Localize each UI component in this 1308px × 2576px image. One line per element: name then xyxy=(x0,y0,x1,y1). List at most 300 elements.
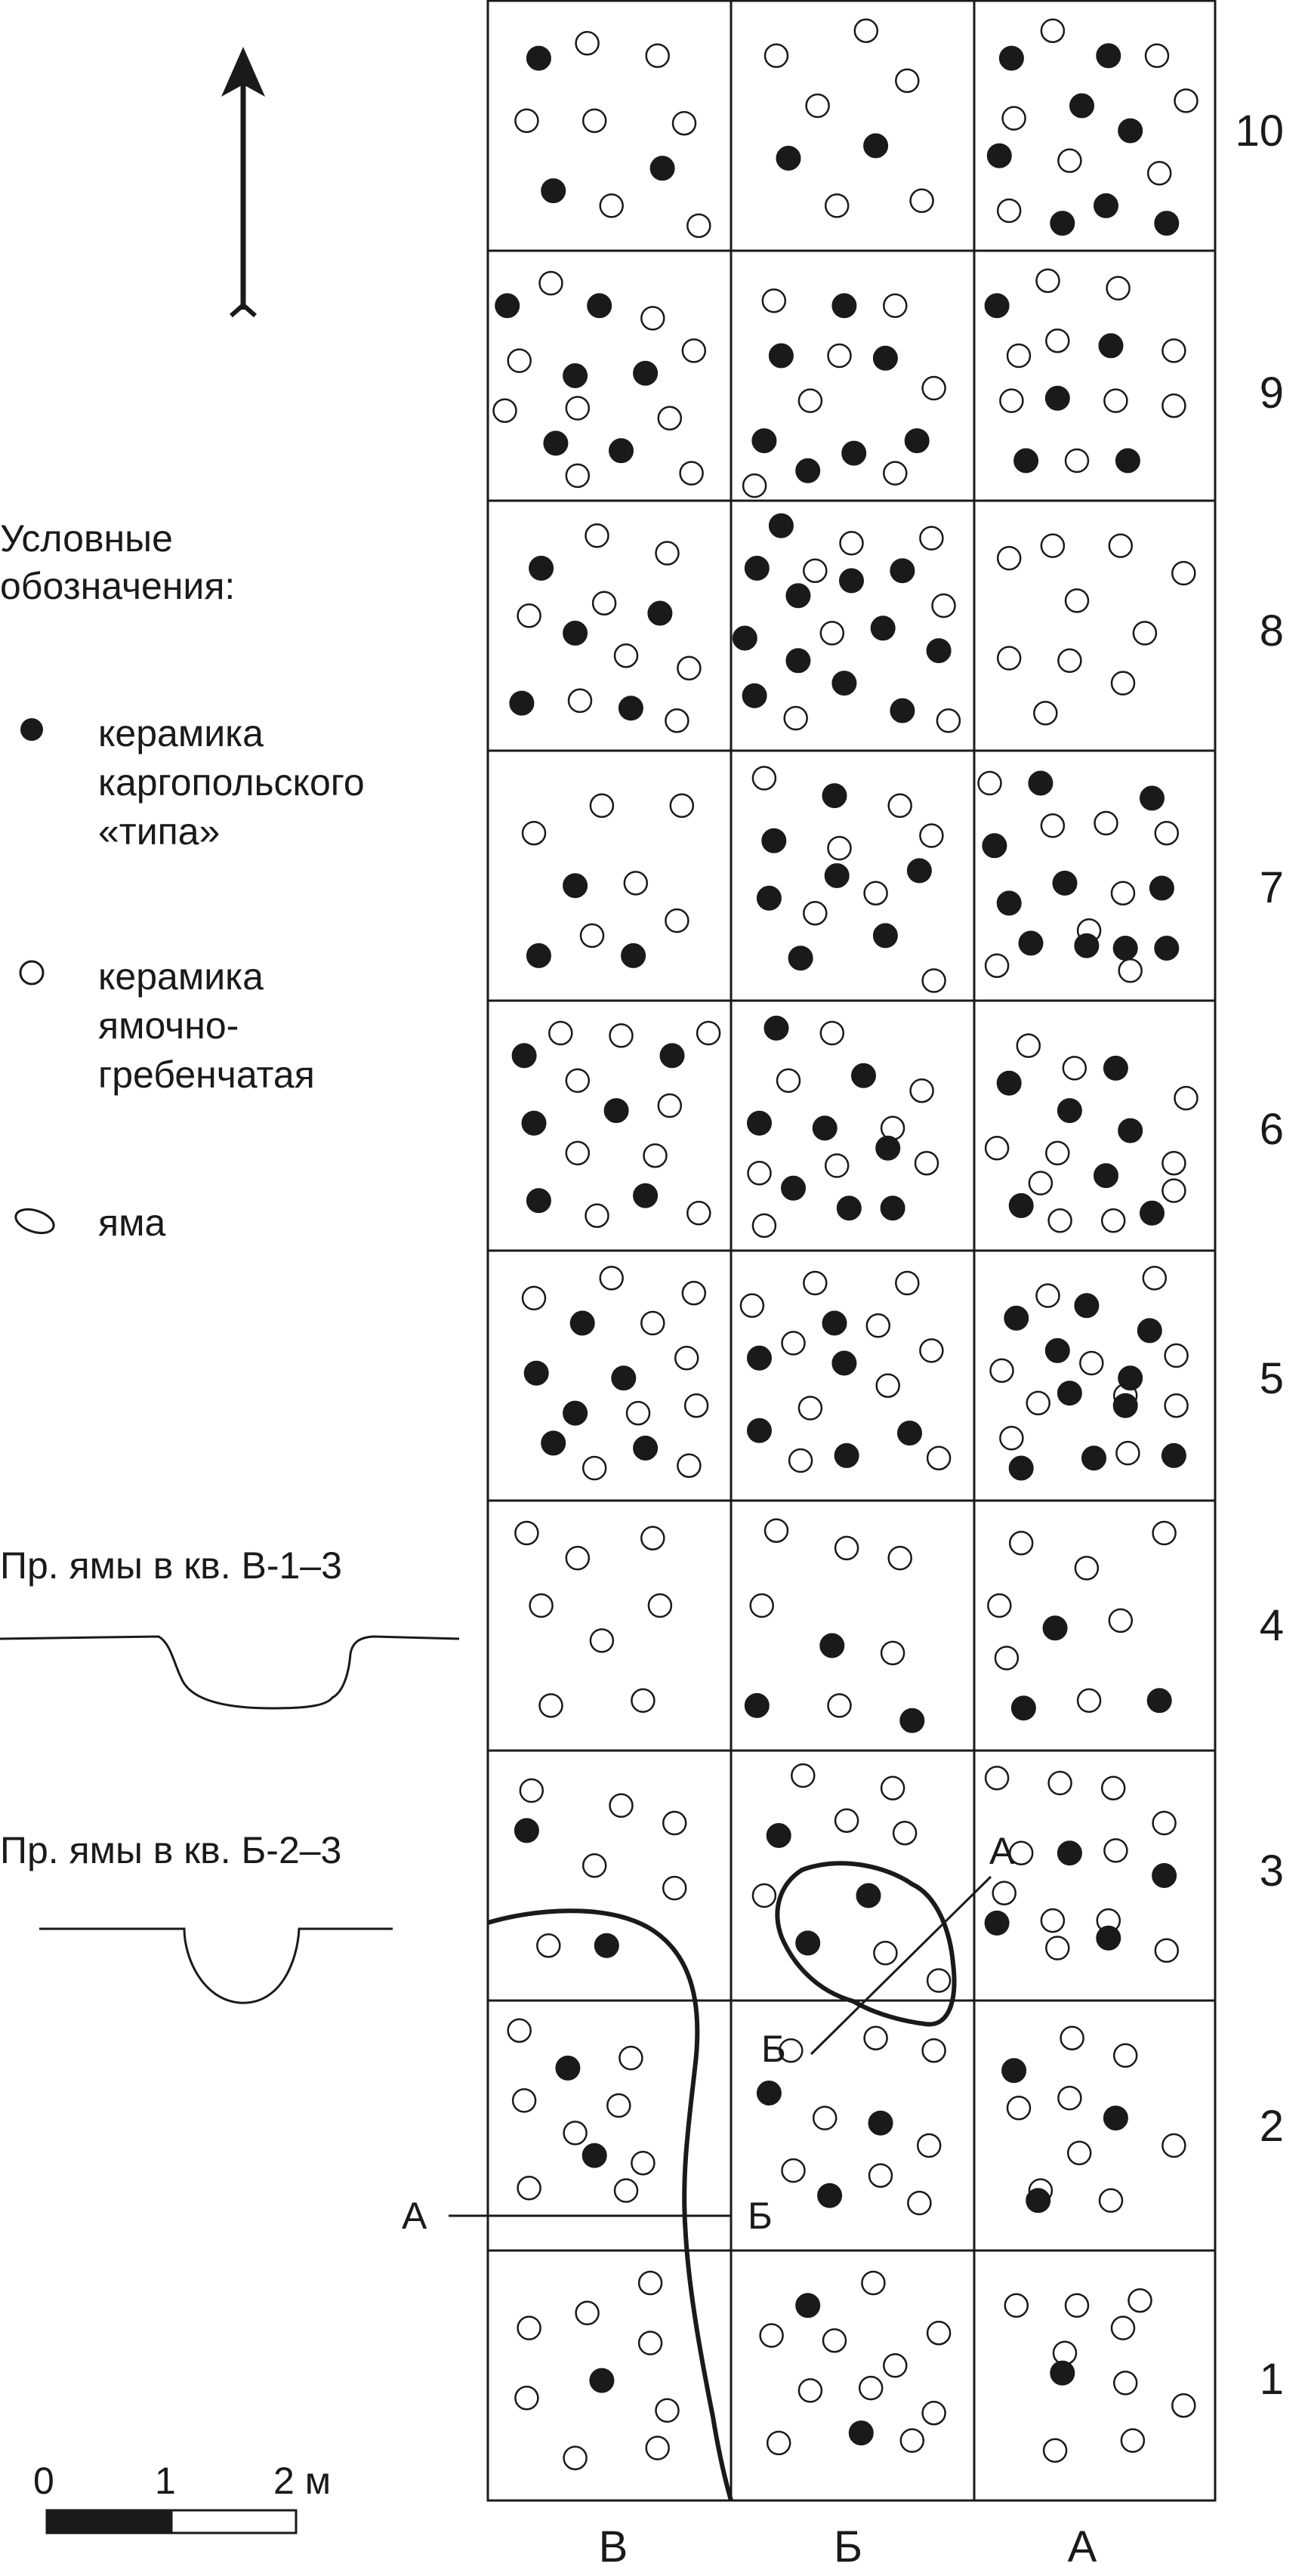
open-dot-icon xyxy=(649,1594,671,1617)
open-dot-icon xyxy=(675,1347,698,1369)
open-dot-icon xyxy=(564,2121,587,2144)
open-dot-icon xyxy=(600,1266,623,1289)
open-dot-icon xyxy=(1112,882,1134,905)
open-dot-icon xyxy=(619,2047,642,2069)
filled-dot-icon xyxy=(1118,1118,1143,1143)
open-dot-icon xyxy=(986,1137,1008,1159)
open-dot-icon xyxy=(1046,1937,1069,1960)
open-dot-icon xyxy=(862,2272,884,2294)
row-label: 5 xyxy=(1259,1354,1284,1403)
open-dot-icon xyxy=(549,1022,572,1044)
filled-dot-icon xyxy=(556,2056,580,2080)
filled-dot-icon xyxy=(997,891,1021,915)
open-dot-icon xyxy=(825,194,848,217)
open-dot-icon xyxy=(646,2437,669,2460)
open-dot-icon xyxy=(1175,89,1198,112)
open-dot-icon xyxy=(523,822,545,844)
filled-dot-icon xyxy=(840,569,864,593)
filled-dot-icon xyxy=(868,2111,893,2135)
legend-item-label: каргопольского xyxy=(98,761,365,804)
open-dot-icon xyxy=(508,350,531,372)
scale-tick-label: 1 xyxy=(155,2460,176,2502)
open-dot-icon xyxy=(753,767,776,789)
open-dot-icon xyxy=(627,1402,649,1424)
open-dot-icon xyxy=(540,1694,563,1717)
filled-dot-icon xyxy=(1152,1864,1177,1888)
open-dot-icon xyxy=(586,1205,609,1227)
open-dot-icon xyxy=(610,1794,633,1817)
filled-dot-icon xyxy=(852,1063,876,1087)
open-dot-icon xyxy=(911,1079,933,1102)
section-letter: А xyxy=(989,1830,1015,1872)
filled-dot-icon xyxy=(1149,876,1174,900)
filled-dot-icon xyxy=(900,1708,924,1732)
open-dot-icon xyxy=(494,400,517,422)
filled-dot-icon xyxy=(764,1016,788,1040)
open-dot-icon xyxy=(1010,1532,1032,1554)
open-dot-icon xyxy=(1049,1209,1072,1232)
open-dot-icon xyxy=(520,1779,543,1802)
open-dot-icon xyxy=(1037,270,1060,292)
filled-dot-icon xyxy=(983,834,1007,858)
filled-dot-icon xyxy=(514,1819,538,1843)
open-dot-icon xyxy=(641,307,664,329)
open-dot-icon xyxy=(683,339,705,362)
open-dot-icon xyxy=(825,1155,848,1177)
column-label: А xyxy=(1067,2522,1097,2571)
filled-dot-icon xyxy=(832,1351,856,1375)
filled-dot-icon xyxy=(1094,1164,1118,1188)
filled-dot-icon xyxy=(634,361,658,385)
open-dot-icon xyxy=(1165,1344,1188,1367)
filled-dot-icon xyxy=(590,2368,614,2392)
filled-dot-icon xyxy=(1014,449,1038,473)
open-dot-icon xyxy=(828,344,851,367)
open-dot-icon xyxy=(591,794,613,817)
row-label: 1 xyxy=(1259,2355,1284,2404)
open-dot-icon xyxy=(893,1822,916,1844)
open-dot-icon xyxy=(1080,1352,1103,1374)
ceramics-dots xyxy=(494,20,1198,2470)
open-dot-icon xyxy=(1046,329,1069,352)
pit-outline xyxy=(488,1911,731,2500)
filled-dot-icon xyxy=(1057,1841,1081,1865)
open-dot-icon xyxy=(918,2134,940,2157)
open-dot-icon xyxy=(1063,1057,1086,1079)
open-dot-icon xyxy=(889,794,912,817)
open-dot-icon xyxy=(988,1594,1010,1617)
open-dot-icon xyxy=(1046,1142,1069,1165)
open-dot-icon xyxy=(591,1629,613,1652)
filled-dot-icon xyxy=(1053,871,1077,895)
open-dot-icon xyxy=(564,2447,587,2470)
filled-dot-icon xyxy=(1057,1099,1081,1123)
filled-dot-icon xyxy=(890,559,915,583)
legend-item-label: «типа» xyxy=(98,810,221,853)
filled-dot-icon xyxy=(1140,1201,1165,1225)
open-dot-icon xyxy=(540,272,563,295)
filled-dot-icon xyxy=(1103,1056,1128,1080)
filled-dot-icon xyxy=(582,2143,606,2167)
open-dot-icon xyxy=(677,1455,700,1477)
open-dot-icon xyxy=(865,882,887,905)
open-dot-icon xyxy=(1153,1812,1176,1834)
filled-dot-icon xyxy=(660,1044,684,1068)
open-dot-icon xyxy=(804,560,826,582)
open-dot-icon xyxy=(566,464,589,487)
open-dot-icon xyxy=(1007,2096,1030,2119)
open-dot-icon xyxy=(1005,2294,1028,2317)
filled-dot-icon xyxy=(985,294,1009,318)
open-dot-icon xyxy=(656,2399,679,2422)
open-dot-icon xyxy=(1172,562,1195,585)
column-labels xyxy=(599,2522,1097,2571)
filled-dot-icon xyxy=(1011,1696,1035,1720)
open-dot-icon xyxy=(874,1942,896,1964)
open-dot-icon xyxy=(639,2332,662,2355)
filled-dot-icon xyxy=(813,1116,837,1140)
row-label: 8 xyxy=(1259,606,1284,656)
filled-dot-icon xyxy=(864,134,888,158)
open-dot-icon xyxy=(799,2379,822,2402)
filled-dot-icon xyxy=(1147,1689,1171,1713)
open-dot-icon xyxy=(625,872,647,894)
filled-dot-icon xyxy=(1118,119,1143,143)
open-dot-icon xyxy=(889,1547,912,1569)
open-dot-icon xyxy=(804,902,826,924)
open-dot-icon xyxy=(1102,1777,1124,1800)
open-dot-icon xyxy=(639,2272,662,2294)
filled-dot-icon xyxy=(788,946,813,970)
open-dot-icon xyxy=(1041,535,1064,557)
open-dot-icon xyxy=(884,295,906,317)
open-dot-icon xyxy=(646,45,669,67)
open-dot-icon xyxy=(518,604,541,627)
profile-label: Пр. ямы в кв. В-1–3 xyxy=(0,1544,342,1587)
open-dot-icon xyxy=(933,594,955,617)
filled-dot-icon xyxy=(544,431,568,455)
open-dot-icon xyxy=(1162,1152,1185,1174)
filled-dot-icon xyxy=(796,1931,820,1955)
open-dot-icon xyxy=(923,2039,946,2062)
filled-dot-icon xyxy=(757,886,781,910)
open-dot-icon xyxy=(748,1162,771,1184)
filled-dot-icon xyxy=(1097,44,1121,68)
open-dot-icon xyxy=(1058,649,1081,672)
open-dot-icon xyxy=(607,2094,630,2117)
open-dot-icon xyxy=(908,2192,930,2214)
filled-dot-icon xyxy=(745,556,769,580)
open-dot-icon xyxy=(641,1527,664,1550)
filled-dot-icon xyxy=(822,1311,847,1335)
filled-dot-icon xyxy=(776,147,801,171)
filled-dot-icon xyxy=(742,683,767,708)
column-label: Б xyxy=(833,2522,863,2571)
open-dot-icon xyxy=(993,1882,1016,1905)
open-dot-icon xyxy=(1116,1442,1139,1464)
filled-dot-icon xyxy=(512,1044,536,1068)
open-dot-icon xyxy=(615,644,637,667)
open-dot-icon xyxy=(600,194,623,217)
open-dot-icon xyxy=(828,837,851,859)
legend-item-label: керамика xyxy=(98,955,264,998)
open-dot-icon xyxy=(1000,1427,1023,1449)
open-dot-icon xyxy=(665,909,688,932)
filled-dot-icon xyxy=(1045,1338,1069,1362)
filled-dot-icon xyxy=(985,1911,1009,1935)
pit-profile-2 xyxy=(0,1829,393,2003)
open-dot-icon xyxy=(828,1694,851,1717)
row-label: 2 xyxy=(1259,2102,1284,2151)
open-dot-icon xyxy=(530,1594,553,1617)
filled-dot-icon xyxy=(1050,211,1075,236)
open-dot-icon xyxy=(1066,449,1088,472)
filled-dot-icon xyxy=(796,2294,820,2318)
open-dot-icon xyxy=(523,1287,545,1310)
filled-dot-icon xyxy=(876,1136,900,1160)
open-dot-icon xyxy=(1007,344,1030,367)
open-dot-icon xyxy=(1095,812,1118,835)
filled-dot-icon xyxy=(1050,2361,1075,2385)
open-dot-icon xyxy=(920,825,942,847)
filled-dot-icon xyxy=(634,1436,658,1461)
open-dot-icon xyxy=(513,2089,535,2112)
open-dot-icon xyxy=(791,1764,814,1787)
row-label: 3 xyxy=(1259,1846,1284,1896)
filled-dot-icon xyxy=(748,1346,772,1370)
filled-dot-icon xyxy=(522,1111,546,1135)
open-dot-icon xyxy=(979,772,1001,794)
open-dot-icon xyxy=(1075,1556,1098,1579)
filled-dot-icon xyxy=(495,294,520,318)
open-dot-icon xyxy=(680,462,703,485)
filled-dot-icon xyxy=(1009,1193,1033,1217)
open-dot-icon xyxy=(841,532,863,554)
open-dot-icon xyxy=(581,924,603,947)
column-label: В xyxy=(598,2522,628,2571)
legend xyxy=(0,517,365,1244)
open-dot-icon xyxy=(760,2325,783,2347)
open-dot-icon xyxy=(1104,390,1127,412)
open-dot-icon xyxy=(835,1537,858,1559)
filled-dot-icon xyxy=(1118,1366,1143,1390)
open-dot-icon xyxy=(1027,1392,1050,1414)
open-dot-icon xyxy=(998,547,1020,569)
filled-dot-icon xyxy=(769,514,793,538)
open-dot-icon xyxy=(986,955,1008,977)
open-dot-icon xyxy=(1114,2371,1137,2394)
open-dot-icon xyxy=(986,1766,1008,1789)
open-dot-icon xyxy=(1041,814,1064,837)
open-dot-icon xyxy=(998,199,1020,222)
open-dot-icon xyxy=(807,94,829,117)
open-dot-icon xyxy=(1066,589,1088,612)
filled-dot-icon xyxy=(526,1189,551,1213)
filled-dot-icon xyxy=(987,143,1011,168)
filled-dot-icon xyxy=(563,364,588,388)
open-dot-icon xyxy=(767,2432,790,2454)
filled-dot-icon xyxy=(733,626,757,650)
open-dot-icon xyxy=(644,1144,667,1167)
open-dot-icon xyxy=(659,407,681,430)
open-dot-icon xyxy=(1058,150,1081,172)
open-dot-icon xyxy=(901,2429,924,2452)
open-dot-icon xyxy=(821,1022,844,1044)
filled-dot-icon xyxy=(1002,2059,1026,2083)
open-dot-icon xyxy=(1066,2294,1088,2317)
row-label: 7 xyxy=(1259,863,1284,912)
filled-dot-icon xyxy=(745,1693,769,1717)
filled-dot-icon xyxy=(890,699,915,723)
section-letter: Б xyxy=(748,2195,773,2237)
filled-dot-icon xyxy=(1113,1393,1137,1418)
open-dot-icon xyxy=(1000,390,1023,412)
open-dot-icon xyxy=(1172,2394,1195,2417)
section-letter: А xyxy=(402,2195,427,2237)
open-dot-icon xyxy=(1044,2439,1066,2462)
filled-dot-icon xyxy=(873,346,897,370)
open-dot-icon xyxy=(763,289,785,312)
filled-dot-icon xyxy=(1155,211,1179,236)
filled-dot-icon xyxy=(1019,931,1043,955)
open-dot-icon xyxy=(927,1970,950,1992)
open-dot-icon xyxy=(782,2159,805,2182)
open-dot-icon xyxy=(1134,622,1156,644)
open-dot-icon xyxy=(865,2027,887,2050)
open-dot-icon xyxy=(937,709,960,732)
open-dot-icon xyxy=(785,707,807,730)
filled-dot-icon xyxy=(1075,933,1099,958)
open-dot-icon xyxy=(518,2176,541,2199)
open-dot-icon xyxy=(823,2329,846,2352)
filled-dot-icon xyxy=(818,2183,842,2207)
filled-dot-icon xyxy=(1057,1381,1081,1405)
open-dot-icon xyxy=(1155,1939,1178,1962)
filled-dot-icon xyxy=(825,864,849,888)
open-dot-icon xyxy=(1112,2317,1134,2340)
open-dot-icon xyxy=(753,1884,776,1907)
filled-dot-icon xyxy=(604,1099,628,1123)
filled-dot-icon xyxy=(748,1418,772,1442)
open-dot-icon xyxy=(1104,1839,1127,1862)
legend-item-label: керамика xyxy=(98,712,264,754)
filled-dot-icon xyxy=(769,344,793,368)
filled-dot-icon xyxy=(1115,449,1140,473)
open-dot-icon xyxy=(685,1394,708,1417)
open-dot-icon xyxy=(1121,2429,1144,2452)
pit-profile-1 xyxy=(0,1544,459,1708)
open-dot-icon xyxy=(515,1522,538,1544)
filled-dot-icon xyxy=(1097,1926,1121,1950)
filled-dot-icon xyxy=(757,2081,781,2106)
open-dot-icon xyxy=(1068,2142,1091,2164)
open-dot-icon xyxy=(1003,107,1026,130)
open-dot-icon xyxy=(920,527,942,550)
open-dot-icon xyxy=(1041,1909,1064,1932)
filled-dot-icon xyxy=(622,943,646,967)
open-dot-icon xyxy=(741,1294,764,1317)
filled-dot-icon xyxy=(1103,2106,1128,2130)
open-dot-icon xyxy=(641,1312,664,1334)
section-line-a-b xyxy=(402,2195,773,2237)
open-dot-icon xyxy=(687,214,710,237)
open-dot-icon xyxy=(1119,959,1142,982)
filled-dot-icon xyxy=(1045,386,1069,410)
filled-dot-icon xyxy=(563,621,588,645)
row-label: 4 xyxy=(1259,1601,1284,1650)
row-label: 10 xyxy=(1235,106,1284,156)
filled-dot-icon xyxy=(1161,1443,1186,1467)
filled-dot-icon xyxy=(1026,2189,1050,2213)
open-dot-icon xyxy=(813,2107,836,2130)
scale-tick-label: 2 м xyxy=(273,2460,332,2502)
filled-dot-icon xyxy=(1075,1294,1099,1318)
open-dot-icon xyxy=(566,1142,589,1165)
open-dot-icon xyxy=(920,1339,942,1362)
filled-dot-icon xyxy=(856,1883,881,1908)
open-dot-icon xyxy=(1078,1689,1100,1712)
open-dot-icon xyxy=(884,2354,906,2377)
open-dot-icon xyxy=(1162,1180,1185,1202)
profile-line xyxy=(0,1637,459,1708)
open-dot-icon xyxy=(576,2302,599,2325)
open-dot-icon xyxy=(1148,162,1171,184)
filled-dot-icon xyxy=(529,556,554,580)
open-dot-icon xyxy=(896,69,918,92)
open-dot-icon xyxy=(911,190,933,212)
filled-dot-icon xyxy=(820,1634,844,1658)
open-dot-icon xyxy=(537,1934,560,1957)
open-dot-icon xyxy=(663,1812,686,1834)
open-dot-icon xyxy=(855,20,878,42)
open-dot-icon xyxy=(1058,2087,1081,2109)
open-dot-icon xyxy=(508,2019,531,2042)
filled-dot-icon xyxy=(1155,936,1179,961)
filled-dot-icon xyxy=(873,924,897,948)
north-arrow-icon xyxy=(221,47,265,316)
open-dot-icon xyxy=(799,1397,822,1420)
open-dot-icon xyxy=(869,2164,892,2187)
filled-dot-icon xyxy=(1140,786,1165,810)
filled-dot-icon xyxy=(1029,771,1053,795)
profile-line xyxy=(39,1929,393,2003)
open-dot-icon xyxy=(881,1642,904,1664)
open-dot-icon xyxy=(1162,2134,1185,2157)
open-dot-icon xyxy=(665,709,688,732)
open-dot-icon xyxy=(566,1547,589,1569)
filled-dot-icon xyxy=(748,1111,772,1135)
filled-dot-icon xyxy=(767,1824,791,1848)
open-dot-icon xyxy=(1017,1035,1040,1057)
open-dot-icon xyxy=(896,1272,918,1294)
filled-dot-icon xyxy=(563,1401,588,1425)
open-dot-icon xyxy=(881,1777,904,1800)
row-label: 9 xyxy=(1259,369,1284,418)
scale-tick-label: 0 xyxy=(33,2460,54,2502)
open-dot-icon xyxy=(1029,1172,1052,1195)
open-dot-icon xyxy=(583,1854,606,1877)
legend-item-label: яма xyxy=(98,1202,166,1244)
open-dot-icon xyxy=(881,1117,904,1140)
open-dot-icon xyxy=(998,647,1020,670)
filled-dot-icon xyxy=(786,584,810,608)
filled-dot-icon xyxy=(541,1431,566,1455)
open-dot-icon xyxy=(859,2377,882,2399)
open-dot-icon xyxy=(1049,1772,1072,1794)
filled-dot-icon xyxy=(849,2421,873,2445)
open-dot-icon xyxy=(1175,1087,1198,1109)
filled-dot-icon xyxy=(1070,94,1094,118)
